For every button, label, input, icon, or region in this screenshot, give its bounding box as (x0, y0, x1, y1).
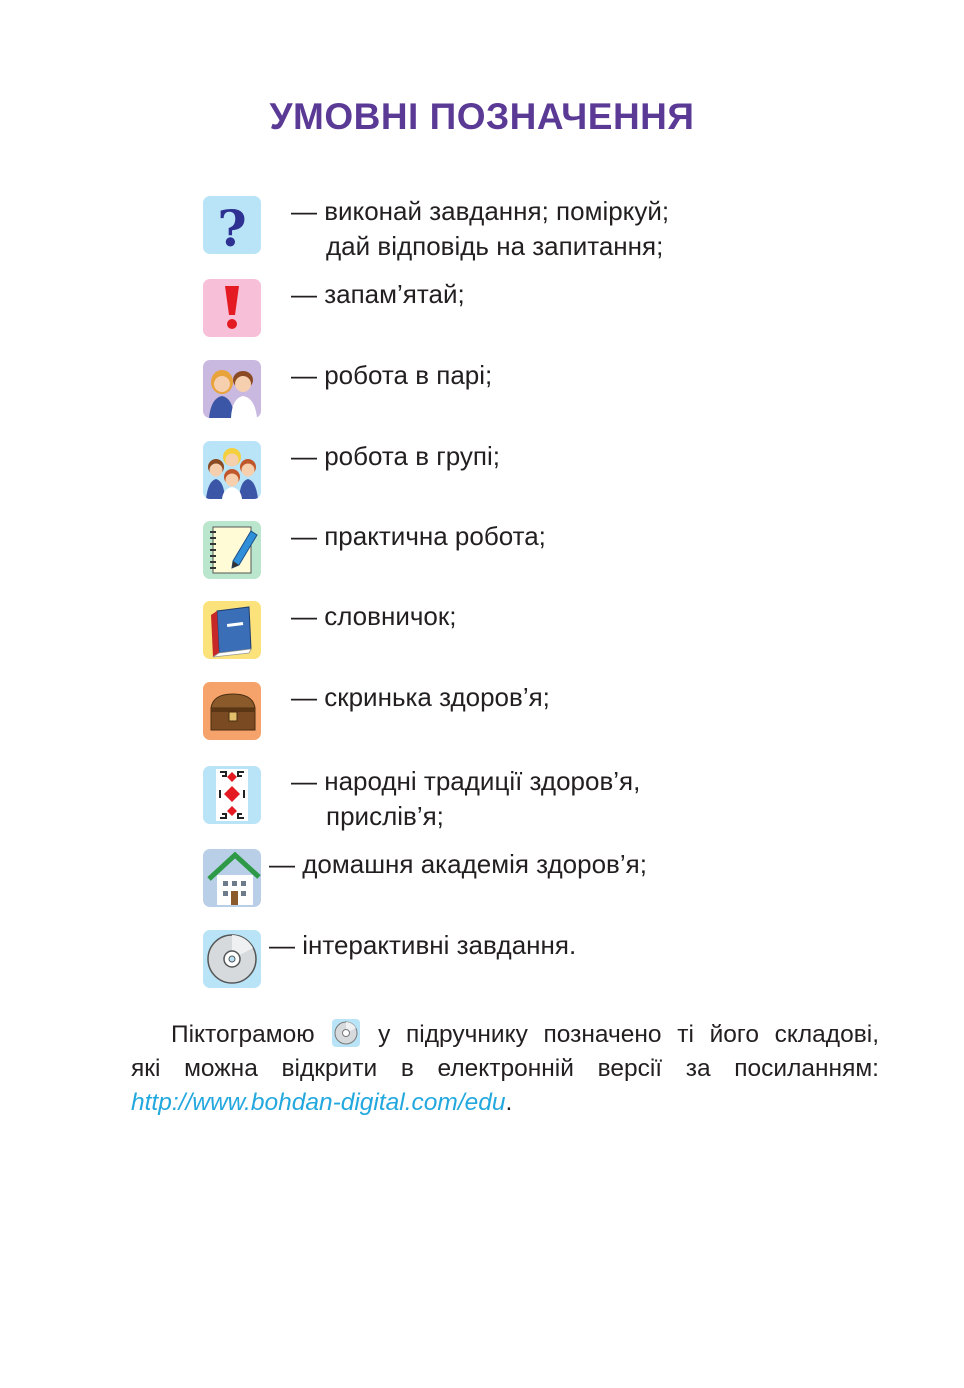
page-title: УМОВНІ ПОЗНАЧЕННЯ (269, 96, 695, 137)
note-line (131, 1018, 879, 1052)
legend-item (203, 849, 903, 909)
group-work-icon (203, 441, 261, 499)
note-paragraph (131, 1018, 879, 1120)
legend-item-line: — робота в парі; (291, 360, 493, 390)
legend-item-text (291, 599, 456, 634)
notebook-pen-icon (203, 521, 261, 579)
legend-item-line: — скринька здоров’я; (291, 682, 550, 712)
question-icon (203, 196, 261, 254)
legend-item-text (291, 277, 465, 312)
pair-work-icon (203, 360, 261, 418)
legend-item-text (291, 519, 546, 554)
cd-disc-icon (203, 930, 261, 988)
legend-item-line: — інтерактивні завдання. (269, 930, 577, 960)
legend-item (203, 930, 903, 990)
note-text: Піктограмою (171, 1021, 315, 1048)
legend-item-line: прислів’я; (326, 801, 444, 831)
legend-item-line: — запам’ятай; (291, 279, 465, 309)
legend-item (203, 601, 903, 661)
chest-icon (203, 682, 261, 740)
legend-item-line: — народні традиції здоров’я, (291, 766, 641, 796)
note-text: . (505, 1089, 513, 1116)
exclamation-icon (203, 279, 261, 337)
legend-item-line: — виконай завдання; поміркуй; (291, 196, 670, 226)
legend-item-text (291, 764, 640, 834)
note-text: у підручнику позначено ті його складові, (378, 1021, 879, 1048)
legend-item-text (269, 847, 647, 882)
cd-disc-icon (332, 1019, 360, 1047)
legend-item-line: — практична робота; (291, 521, 546, 551)
legend-item-text (291, 439, 500, 474)
legend-item (203, 682, 903, 742)
legend-item (203, 521, 903, 581)
svg-text:?: ? (217, 199, 247, 254)
legend-item-text (291, 680, 550, 715)
legend-item (203, 441, 903, 501)
legend-item-line: — словничок; (291, 601, 457, 631)
legend-item-text (291, 358, 492, 393)
legend-item (203, 766, 903, 831)
edu-link[interactable]: http://www.bohdan-digital.com/edu (131, 1089, 506, 1116)
legend-item (203, 360, 903, 420)
embroidery-icon (203, 766, 261, 824)
note-line: які можна відкрити в електронній версії за посиланням: (131, 1055, 879, 1082)
legend-item (203, 279, 903, 339)
legend-item-text (269, 928, 576, 963)
legend-item-line: — домашня академія здоров’я; (269, 849, 647, 879)
legend-item-line: дай відповідь на запитання; (326, 231, 664, 261)
note-line (131, 1089, 512, 1116)
book-icon (203, 601, 261, 659)
house-icon (203, 849, 261, 907)
legend-item (203, 196, 903, 261)
legend-item-line: — робота в групі; (291, 441, 500, 471)
legend-item-text (291, 194, 669, 264)
